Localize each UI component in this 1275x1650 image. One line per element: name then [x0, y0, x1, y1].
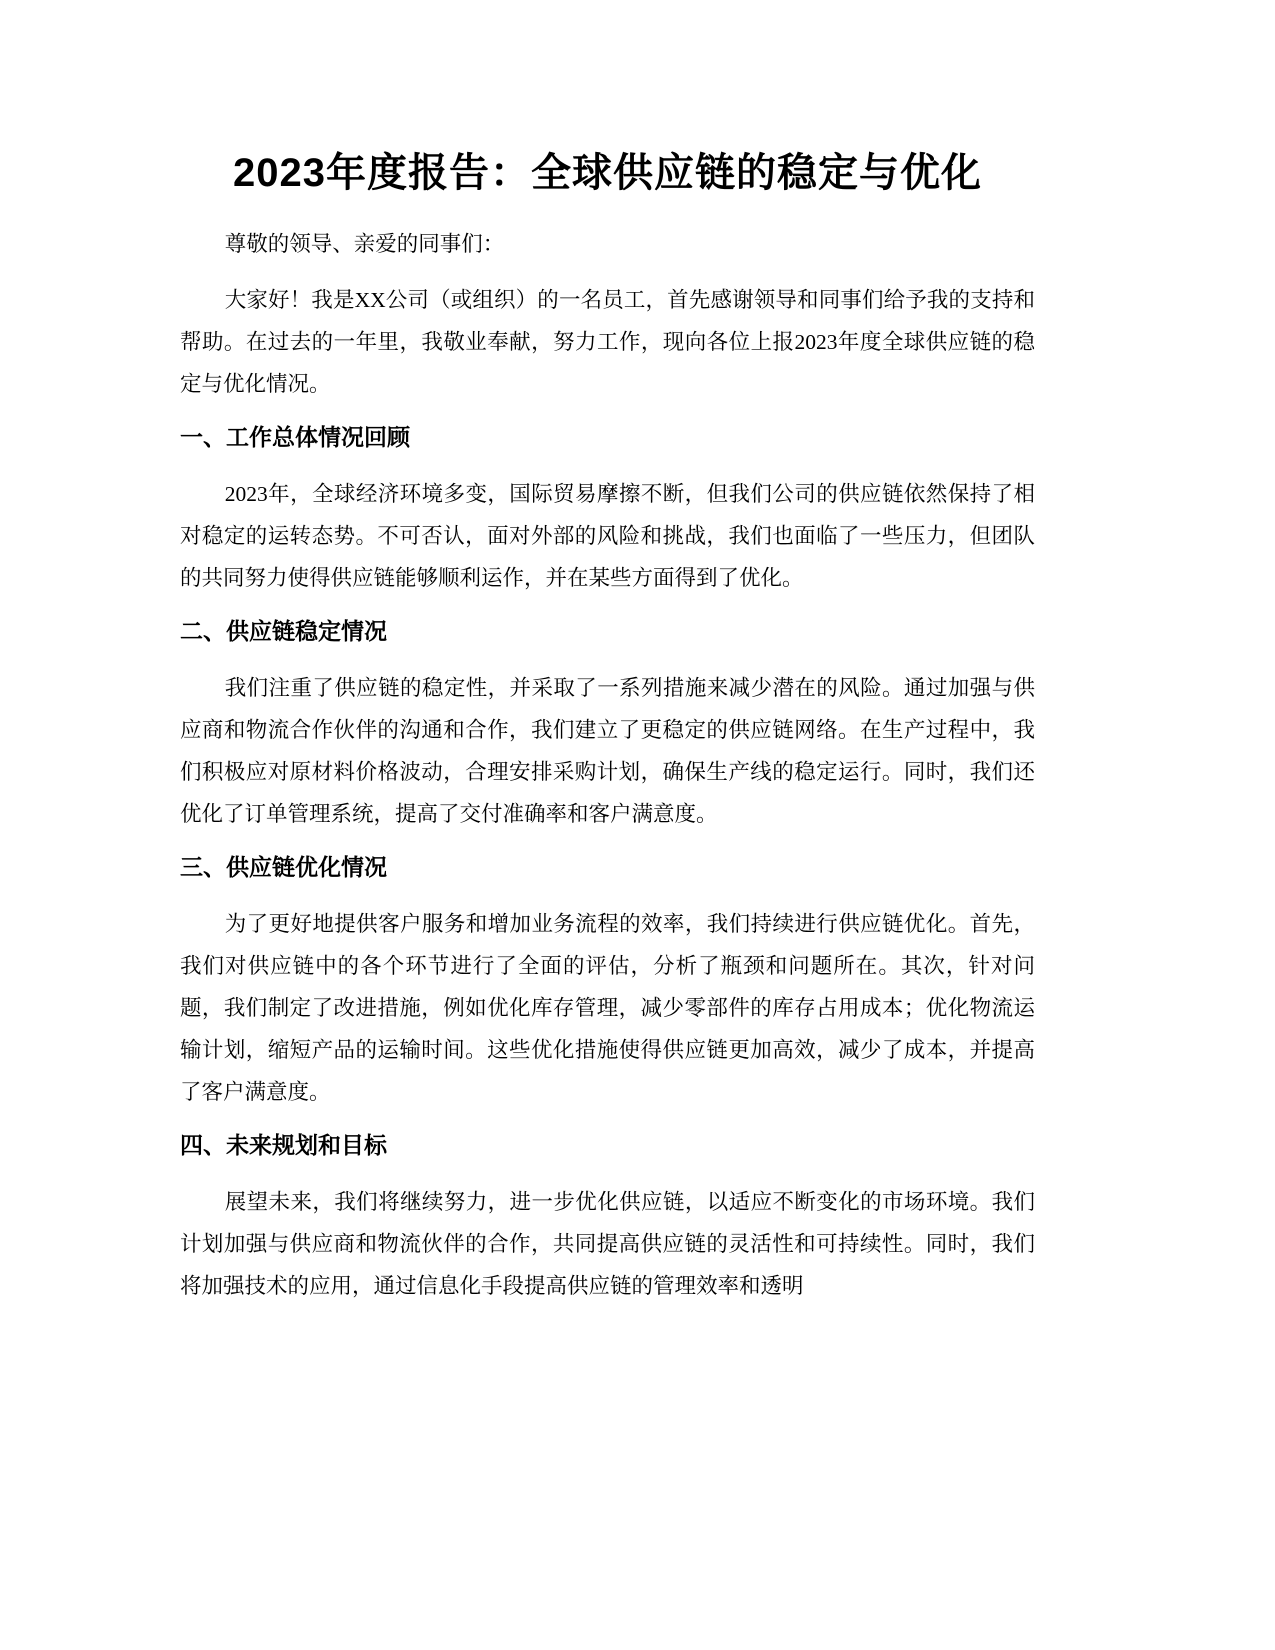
section-paragraph: 展望未来，我们将继续努力，进一步优化供应链，以适应不断变化的市场环境。我们计划加强与供应商和物流伙伴的合作，共同提高供应链的灵活性和可持续性。同时，我们将加强技术的应用，通过信息化手段提高供应链的管理效率和透明 — [180, 1190, 1035, 1298]
section-paragraph: 我们注重了供应链的稳定性，并采取了一系列措施来减少潜在的风险。通过加强与供应商和物流合作伙伴的沟通和合作，我们建立了更稳定的供应链网络。在生产过程中，我们积极应对原材料价格波动，合理安排采购计划，确保生产线的稳定运行。同时，我们还优化了订单管理系统，提高了交付准确率和客户满意度。 — [180, 676, 1035, 826]
section-paragraph: 为了更好地提供客户服务和增加业务流程的效率，我们持续进行供应链优化。首先，我们对供应链中的各个环节进行了全面的评估，分析了瓶颈和问题所在。其次，针对问题，我们制定了改进措施，例如优化库存管理，减少零部件的库存占用成本；优化物流运输计划，缩短产品的运输时间。这些优化措施使得供应链更加高效，减少了成本，并提高了客户满意度。 — [180, 912, 1035, 1104]
document-body — [180, 143, 1035, 1323]
section-future-plans — [180, 1129, 1035, 1307]
section-paragraph: 2023年，全球经济环境多变，国际贸易摩擦不断，但我们公司的供应链依然保持了相对稳定的运转态势。不可否认，面对外部的风险和挑战，我们也面临了一些压力，但团队的共同努力使得供应链能够顺利运作，并在某些方面得到了优化。 — [180, 482, 1035, 590]
section-heading: 二、供应链稳定情况 — [180, 618, 387, 644]
section-heading: 三、供应链优化情况 — [180, 854, 387, 880]
section-work-review — [180, 421, 1035, 599]
salutation: 尊敬的领导、亲爱的同事们： — [224, 232, 505, 256]
section-supply-chain-stability — [180, 615, 1035, 835]
document-title: 2023年度报告：全球供应链的稳定与优化 — [233, 151, 982, 195]
section-supply-chain-optimization — [180, 851, 1035, 1113]
intro-paragraph: 大家好！我是XX公司（或组织）的一名员工，首先感谢领导和同事们给予我的支持和帮助。在过去的一年里，我敬业奉献，努力工作，现向各位上报2023年度全球供应链的稳定与优化情况。 — [180, 288, 1035, 396]
section-heading: 四、未来规划和目标 — [180, 1132, 387, 1158]
section-heading: 一、工作总体情况回顾 — [180, 424, 410, 450]
